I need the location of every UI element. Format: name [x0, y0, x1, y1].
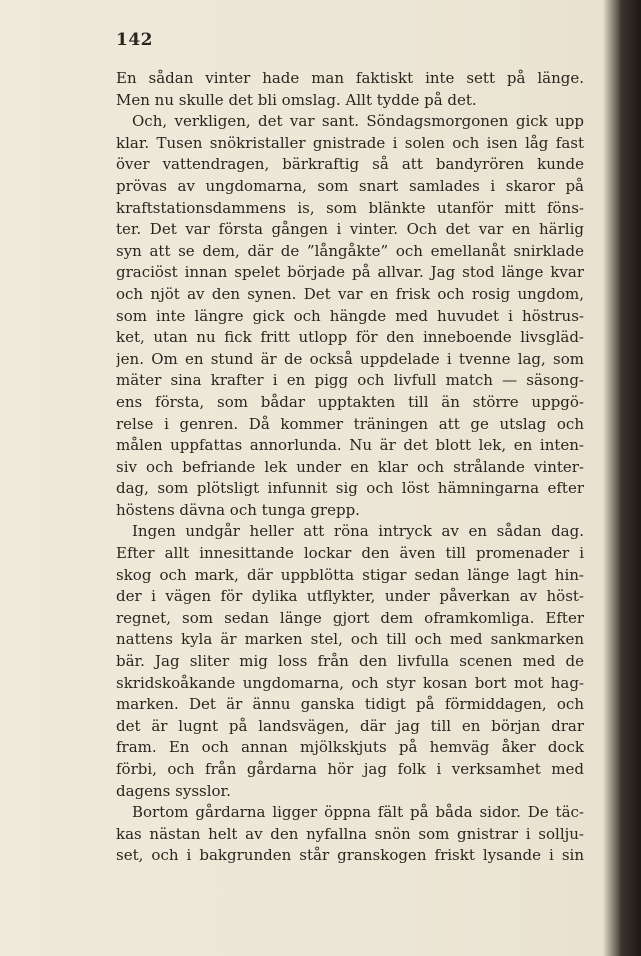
text-line: förbi, och från gårdarna hör jag folk i verksamhet med: [116, 760, 584, 778]
text-line: som inte längre gick och hängde med huvudet i höstrus-: [116, 306, 584, 325]
text-line: ket, utan nu fick fritt utlopp för den inneboende livsgläd-: [116, 328, 584, 347]
text-line: regnet, som sedan länge gjort dem oframkomliga. Efter: [116, 608, 584, 627]
text-line: Bortom gårdarna ligger öppna fält på båda sidor. De täc-: [132, 803, 584, 822]
text-line: målen uppfattas annorlunda. Nu är det blott lek, en inten-: [116, 436, 584, 455]
text-line: Efter allt innesittande lockar den även till promenader i: [116, 544, 584, 563]
text-line: och njöt av den synen. Det var en frisk och rosig ungdom,: [116, 284, 584, 303]
text-line: relse i genren. Då kommer träningen att ge utslag och: [116, 414, 584, 433]
text-line: syn att se dem, där de ”långåkte” och emellanåt snirklade: [116, 241, 584, 260]
text-line: det är lugnt på landsvägen, där jag till en början drar: [116, 716, 584, 735]
text-line: skog och mark, där uppblötta stigar sedan länge lagt hin-: [116, 565, 584, 584]
text-line: nattens kyla är marken stel, och till och med sankmarken: [116, 630, 584, 649]
text-line: prövas av ungdomarna, som snart samlades i skaror på: [116, 176, 584, 195]
text-line: graciöst innan spelet började på allvar. Jag stod länge kvar: [116, 263, 584, 282]
text-line: dagens sysslor.: [116, 781, 231, 800]
text-line: Ingen undgår heller att röna intryck av en sådan dag.: [132, 522, 584, 541]
text-line: siv och befriande lek under en klar och strålande vinter-: [116, 457, 584, 476]
page-number: 142: [116, 30, 153, 50]
text-line: klar. Tusen snökristaller gnistrade i solen och isen låg fast: [116, 133, 584, 152]
text-line: ter. Det var första gången i vinter. Och det var en härlig: [116, 220, 584, 239]
text-line: mäter sina krafter i en pigg och livfull match — säsong-: [116, 371, 584, 390]
text-line: dag, som plötsligt infunnit sig och löst hämningarna efter: [116, 479, 584, 498]
text-line: höstens dävna och tunga grepp.: [116, 500, 360, 519]
text-line: set, och i bakgrunden står granskogen friskt lysande i sin: [116, 846, 584, 865]
text-line: kraftstationsdammens is, som blänkte utanför mitt föns-: [116, 198, 584, 217]
text-line: över vattendragen, bärkraftig så att bandyrören kunde: [116, 155, 584, 174]
text-line: der i vägen för dylika utflykter, under påverkan av höst-: [116, 587, 584, 606]
text-line: bär. Jag sliter mig loss från den livfulla scenen med de: [116, 652, 584, 671]
text-line: fram. En och annan mjölkskjuts på hemväg åker dock: [116, 738, 584, 757]
text-line: Men nu skulle det bli omslag. Allt tydde på det.: [116, 90, 477, 109]
text-line: En sådan vinter hade man faktiskt inte sett på länge.: [116, 69, 584, 87]
text-line: skridskoåkande ungdomarna, och styr kosan bort mot hag-: [116, 673, 584, 692]
text-line: kas nästan helt av den nyfallna snön som gnistrar i sollju-: [116, 824, 584, 843]
text-line: marken. Det är ännu ganska tidigt på förmiddagen, och: [116, 695, 584, 714]
body-text: [116, 68, 584, 867]
text-line: Och, verkligen, det var sant. Söndagsmorgonen gick upp: [132, 112, 584, 131]
text-line: jen. Om en stund är de också uppdelade i tvenne lag, som: [116, 349, 584, 368]
text-line: ens första, som bådar upptakten till än större uppgö-: [116, 392, 584, 411]
